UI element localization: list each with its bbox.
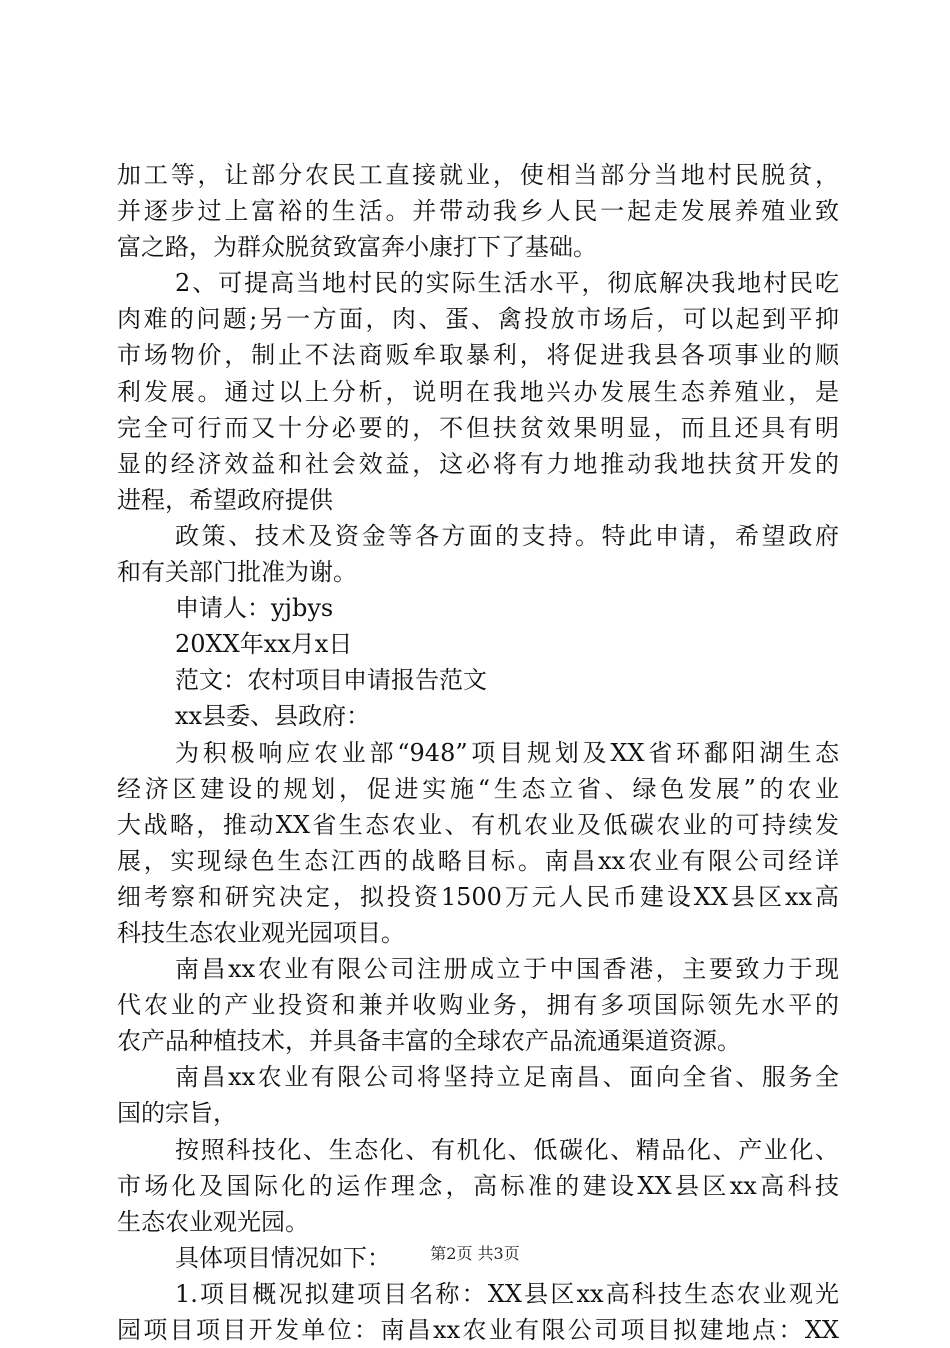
text-line: 南昌xx农业有限公司注册成立于中国香港，主要致力于现: [175, 955, 839, 984]
text-line: 农产品种植技术，并具备丰富的全球农产品流通渠道资源。: [117, 1027, 741, 1056]
page-number-label: 第2页 共3页: [430, 1244, 520, 1263]
signature-applicant: 申请人：yjbys: [175, 594, 334, 623]
signature-date: 20XX年xx月x日: [175, 630, 353, 659]
text-line: 利发展。通过以上分析，说明在我地兴办发展生态养殖业，是: [117, 377, 839, 406]
text-line: 和有关部门批准为谢。: [117, 558, 357, 587]
text-line: 代农业的产业投资和兼并收购业务，拥有多项国际领先水平的: [117, 991, 839, 1020]
addressee: xx县委、县政府：: [175, 702, 371, 731]
section-heading: 范文：农村项目申请报告范文: [175, 666, 487, 695]
text-line: 市场化及国际化的运作理念，高标准的建设XX县区xx高科技: [117, 1171, 839, 1200]
text-line: 按照科技化、生态化、有机化、低碳化、精品化、产业化、: [175, 1135, 839, 1164]
text-line: 显的经济效益和社会效益，这必将有力地推动我地扶贫开发的: [117, 449, 839, 478]
text-line: 科技生态农业观光园项目。: [117, 918, 405, 947]
text-line: 经济区建设的规划，促进实施“生态立省、绿色发展”的农业: [117, 774, 839, 803]
text-line: 园项目项目开发单位：南昌xx农业有限公司项目拟建地点：XX: [117, 1316, 839, 1344]
text-line: 生态农业观光园。: [117, 1207, 309, 1236]
text-line: 进程，希望政府提供: [117, 485, 333, 514]
text-line: 市场物价，制止不法商贩牟取暴利，将促进我县各项事业的顺: [117, 341, 839, 370]
text-line: 完全可行而又十分必要的，不但扶贫效果明显，而且还具有明: [117, 413, 839, 442]
text-line: 富之路，为群众脱贫致富奔小康打下了基础。: [117, 233, 597, 262]
text-line: 肉难的问题;另一方面，肉、蛋、禽投放市场后，可以起到平抑: [117, 305, 839, 334]
text-line: 细考察和研究决定，拟投资1500万元人民币建设XX县区xx高: [117, 882, 839, 911]
text-line: 为积极响应农业部“948”项目规划及XX省环鄱阳湖生态: [175, 738, 839, 767]
text-line: 南昌xx农业有限公司将坚持立足南昌、面向全省、服务全: [175, 1063, 839, 1092]
text-line: 并逐步过上富裕的生活。并带动我乡人民一起走发展养殖业致: [117, 197, 839, 226]
text-line: 1.项目概况拟建项目名称：XX县区xx高科技生态农业观光: [175, 1279, 839, 1308]
text-line: 具体项目情况如下：: [175, 1243, 391, 1272]
page-footer: [0, 1243, 950, 1265]
text-line: 政策、技术及资金等各方面的支持。特此申请，希望政府: [175, 521, 839, 550]
text-line: 展，实现绿色生态江西的战略目标。南昌xx农业有限公司经详: [117, 846, 839, 875]
text-line: 加工等，让部分农民工直接就业，使相当部分当地村民脱贫，: [117, 161, 839, 189]
text-line: 2、可提高当地村民的实际生活水平，彻底解决我地村民吃: [175, 269, 839, 298]
text-line: 大战略，推动XX省生态农业、有机农业及低碳农业的可持续发: [117, 810, 839, 839]
text-line: 国的宗旨，: [117, 1099, 237, 1128]
document-body: [117, 157, 839, 1348]
